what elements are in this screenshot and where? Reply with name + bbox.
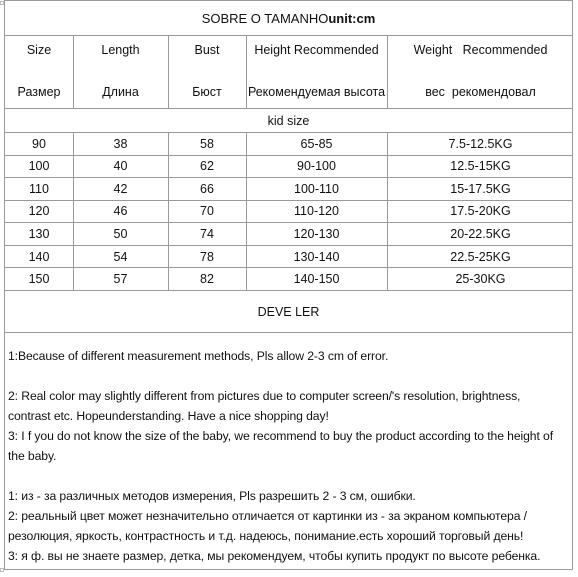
table-cell: 120-130: [293, 227, 340, 242]
table-row: [5, 156, 572, 179]
divider: [387, 36, 388, 109]
divider: [387, 133, 388, 291]
table-title: [5, 1, 572, 35]
header-bust-ru: Бюст: [192, 85, 222, 99]
table-row: [5, 268, 572, 291]
title-unit: unit:cm: [328, 10, 376, 26]
header-height-ru: Рекомендуемая высота: [247, 85, 386, 99]
table-cell: 65-85: [300, 136, 333, 151]
table-cell: 46: [113, 204, 128, 219]
note-line: contrast etc. Hopeunderstanding. Have a nice shopping day!: [8, 409, 329, 423]
table-cell: 74: [200, 227, 214, 242]
title-text: SOBRE O TAMANHO: [201, 10, 329, 26]
table-cell: 22.5-25KG: [450, 249, 511, 264]
header-size: [5, 36, 73, 108]
table-cell: 57: [113, 272, 128, 287]
table-cell: 17.5-20KG: [450, 204, 511, 219]
note-line: 2: реальный цвет может незначительно отличается от картинки из - за экраном компьютера /: [8, 509, 527, 523]
corner-marker: [0, 568, 4, 572]
table-cell: 70: [200, 204, 214, 219]
table-cell: 50: [113, 227, 128, 242]
divider: [73, 36, 74, 109]
header-bust-en: Bust: [194, 43, 220, 57]
table-cell: 66: [200, 181, 214, 196]
table-row: [5, 223, 572, 246]
corner-marker: [0, 1, 4, 5]
note-line: 2: Real color may slightly different from pictures due to computer screen/'s resolution, brightness,: [8, 389, 521, 403]
table-cell: 110: [29, 181, 49, 196]
table-cell: 90: [32, 136, 46, 151]
note-spacer: [8, 466, 569, 486]
table-cell: 90-100: [297, 159, 336, 174]
table-row: [5, 133, 572, 156]
header-length-ru: Длина: [102, 85, 139, 99]
note-line: 1: из - за различных методов измерения, Pls разрешить 2 - 3 см, ошибки.: [8, 489, 416, 503]
header-row: [5, 36, 572, 109]
table-cell: 100-110: [294, 181, 339, 196]
header-length: [73, 36, 168, 108]
note-line: 3: I f you do not know the size of the baby, we recommend to buy the product according to the height of: [8, 429, 554, 443]
section-row: [5, 109, 572, 133]
table-cell: 58: [200, 136, 214, 151]
divider: [73, 133, 74, 291]
header-height-en: Height Recommended: [254, 43, 379, 57]
table-cell: 40: [113, 159, 128, 174]
table-cell: 25-30KG: [455, 272, 506, 287]
header-height: [246, 36, 387, 108]
table-cell: 42: [113, 181, 128, 196]
note-line: 3: я ф. вы не знаете размер, детка, мы рекомендуем, чтобы купить продукт по высоте ребенка.: [8, 549, 541, 563]
table-cell: 7.5-12.5KG: [448, 136, 513, 151]
note-spacer: [8, 366, 569, 386]
header-bust: [168, 36, 246, 108]
notes-block: [5, 333, 572, 566]
header-size-ru: Размер: [17, 85, 61, 99]
table-row: [5, 246, 572, 269]
size-chart-table: [4, 0, 573, 570]
header-weight: [387, 36, 574, 108]
table-cell: 140: [28, 249, 50, 264]
title-row: [5, 1, 572, 36]
note-line: the baby.: [8, 449, 57, 463]
table-cell: 12.5-15KG: [450, 159, 511, 174]
header-size-en: Size: [26, 43, 52, 57]
divider: [246, 36, 247, 109]
table-cell: 82: [200, 272, 214, 287]
table-row: [5, 201, 572, 224]
divider: [246, 133, 247, 291]
note-line: 1:Because of different measurement methods, Pls allow 2-3 cm of error.: [8, 349, 389, 363]
table-cell: 38: [113, 136, 128, 151]
table-cell: 120: [28, 204, 50, 219]
header-weight-ru: вес рекомендовал: [425, 85, 536, 99]
table-cell: 100: [28, 159, 50, 174]
header-weight-en: Weight Recommended: [413, 43, 548, 57]
table-cell: 54: [113, 249, 128, 264]
deve-ler-row: [5, 291, 572, 333]
table-row: [5, 178, 572, 201]
table-cell: 130-140: [293, 249, 340, 264]
table-cell: 150: [28, 272, 50, 287]
table-cell: 62: [200, 159, 214, 174]
deve-ler-label: DEVE LER: [257, 304, 320, 319]
table-cell: 78: [200, 249, 214, 264]
table-cell: 20-22.5KG: [450, 227, 511, 242]
divider: [168, 133, 169, 291]
notes-list: [8, 346, 569, 566]
table-cell: 140-150: [293, 272, 340, 287]
table-cell: 110-120: [294, 204, 339, 219]
divider: [168, 36, 169, 109]
section-label: kid size: [267, 113, 310, 128]
note-line: резолюция, яркость, контрастность и т.д. надеюсь, понимание.есть хороший торговый день!: [8, 529, 524, 543]
table-cell: 15-17.5KG: [450, 181, 511, 196]
table-cell: 130: [28, 227, 50, 242]
header-length-en: Length: [101, 43, 140, 57]
